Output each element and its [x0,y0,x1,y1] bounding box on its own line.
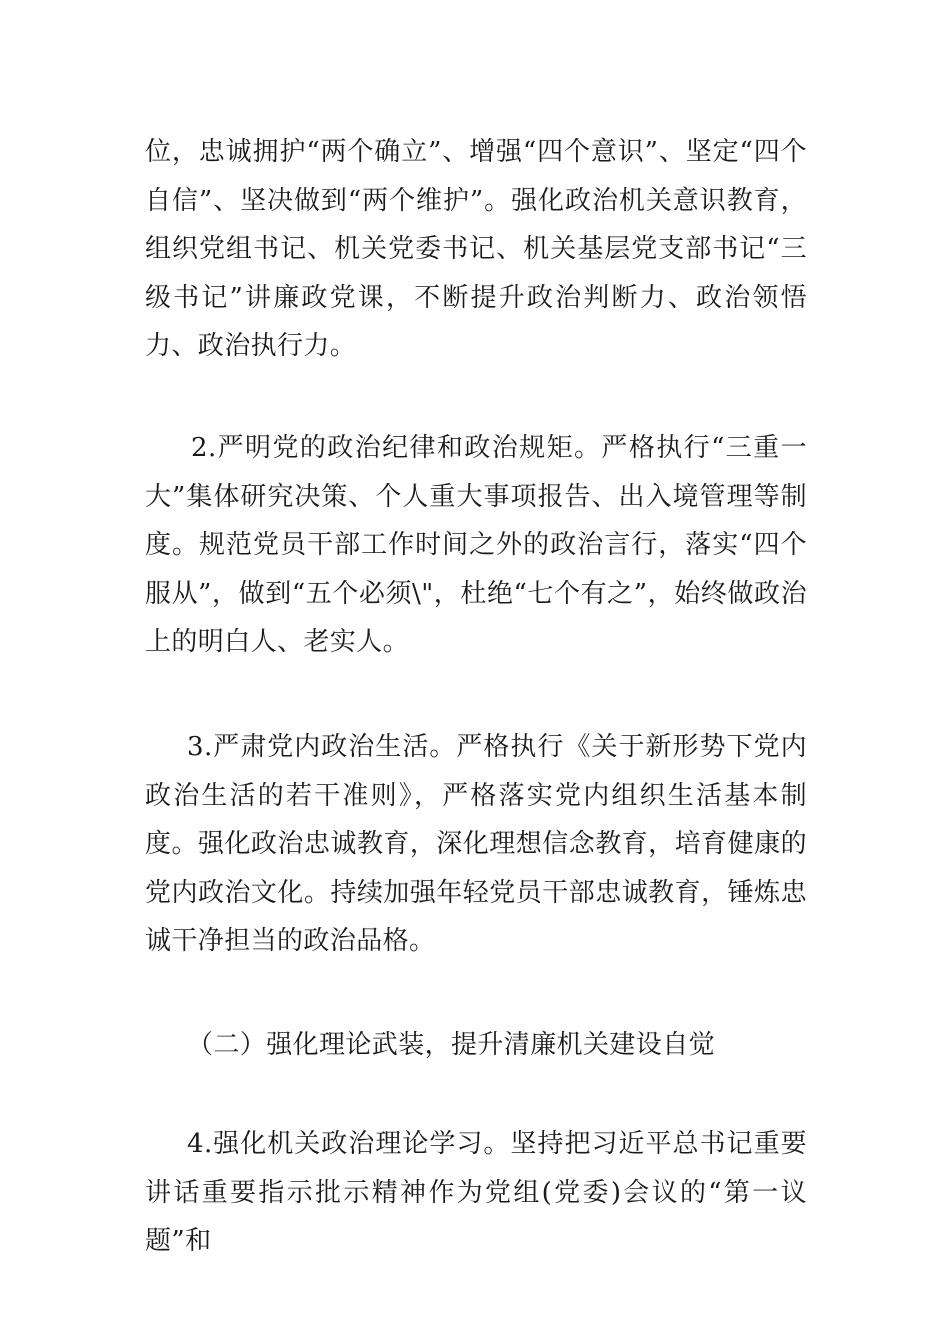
section-heading-2: （二）强化理论武装，提升清廉机关建设自觉 [187,1030,716,1060]
paragraph-item-2: 2.严明党的政治纪律和政治规矩。严格执行“三重一大”集体研究决策、个人重大事项报告、出入境管理等制度。规范党员干部工作时间之外的政治言行，落实“四个服从”，做到“五个必须\"，杜绝“七个有之”，始终做政治上的明白人、老实人。 [145,433,807,658]
paragraph-item-3: 3.严肃党内政治生活。严格执行《关于新形势下党内政治生活的若干准则》，严格落实党内组织生活基本制度。强化政治忠诚教育，深化理想信念教育，培育健康的党内政治文化。持续加强年轻党员干部忠诚教育，锤炼忠诚干净担当的政治品格。 [145,732,807,957]
paragraph-item-4: 4.强化机关政治理论学习。坚持把习近平总书记重要讲话重要指示批示精神作为党组(党委)会议的“第一议题”和 [145,1129,807,1257]
paragraph-continuation: 位，忠诚拥护“两个确立”、增强“四个意识”、坚定“四个自信”、坚决做到“两个维护”。强化政治机关意识教育，组织党组书记、机关党委书记、机关基层党支部书记“三级书记”讲廉政党课，不断提升政治判断力、政治领悟力、政治执行力。 [145,137,807,362]
